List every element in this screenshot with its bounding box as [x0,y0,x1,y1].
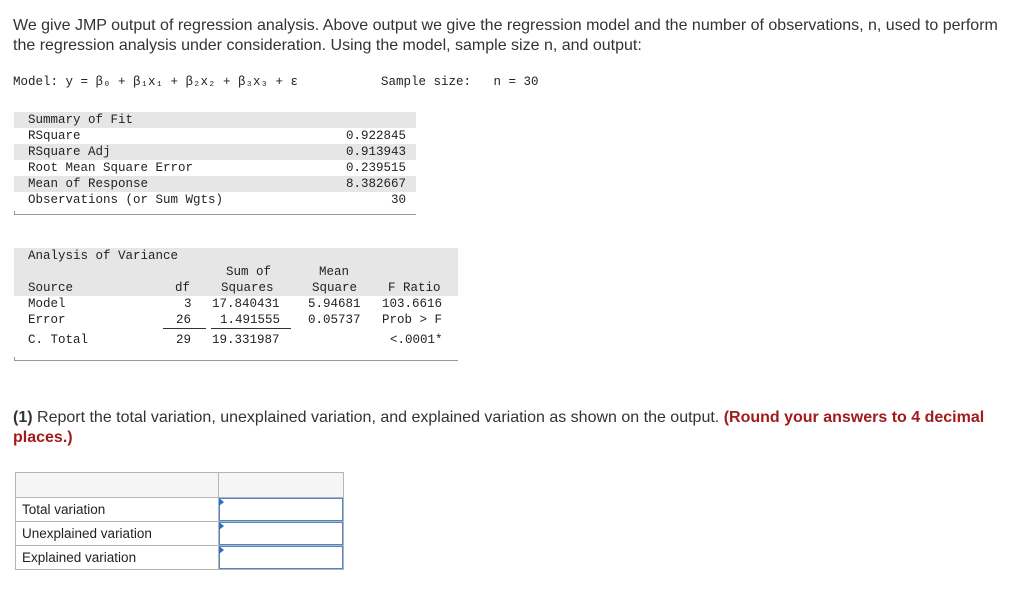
header-cell [16,473,219,498]
anova-prob-value: <.0001* [390,333,443,347]
anova-ss: 17.840431 [212,297,280,311]
table-divider [14,360,458,361]
fit-value: 0.913943 [345,145,406,159]
fit-label: RSquare Adj [28,145,111,159]
fit-label: RSquare [28,129,81,143]
answer-label: Total variation [16,498,219,522]
fit-row-rsquare-adj [14,144,416,160]
fit-label: Observations (or Sum Wgts) [28,193,224,207]
answer-row-unexplained [16,522,344,546]
fit-value: 0.922845 [345,129,406,143]
fit-row-rmse [14,160,416,176]
unexplained-variation-input[interactable] [219,522,343,545]
anova-source: Model [28,297,66,311]
answer-row-total [16,498,344,522]
question-number: (1) [13,409,33,426]
summary-of-fit-title: Summary of Fit [14,112,416,128]
input-marker-icon [219,522,224,530]
question-body: Report the total variation, unexplained variation, and explained variation as shown on the output. [32,409,724,426]
model-equation: Model: y = β₀ + β₁x₁ + β₂x₂ + β₃x₃ + ε [13,75,299,89]
fit-label: Mean of Response [28,177,149,191]
header-df: df [175,281,191,295]
ss-underline [211,328,291,329]
header-source: Source [28,281,74,295]
anova-ss: 1.491555 [220,313,281,327]
rounding-note: (Round your answers to 4 decimal places.) [13,409,985,446]
df-underline [163,328,206,329]
fit-row-mean-response [14,176,416,192]
input-marker-icon [219,546,224,554]
anova-ss: 19.331987 [212,333,280,347]
anova-header [14,280,458,296]
fit-label: Root Mean Square Error [28,161,194,175]
answer-cell [219,522,344,546]
header-square: Square [312,281,358,295]
anova-ms: 5.94681 [308,297,361,311]
anova-ms: 0.05737 [308,313,361,327]
anova-source: C. Total [28,333,89,347]
header-squares: Squares [221,281,274,295]
header-cell [219,473,344,498]
answer-cell [219,546,344,570]
answer-row-explained [16,546,344,570]
summary-of-fit-table [14,112,416,215]
fit-value: 30 [390,193,406,207]
table-divider [14,214,416,215]
answer-label: Explained variation [16,546,219,570]
fit-value: 0.239515 [345,161,406,175]
anova-df: 29 [176,333,192,347]
anova-header-top [14,264,458,280]
explained-variation-input[interactable] [219,546,343,569]
problem-intro: We give JMP output of regression analysis. Above output we give the regression model and the number of observations, n, used to perform the regression analysis under consideration. Using the model, sample size n, and output: [13,17,998,54]
header-mean: Mean [319,265,350,279]
question-text [13,408,1003,448]
anova-df: 26 [176,313,192,327]
anova-title: Analysis of Variance [14,248,458,264]
anova-df: 3 [184,297,192,311]
answer-cell [219,498,344,522]
anova-row-model [14,296,458,312]
anova-row-error [14,312,458,328]
fit-row-rsquare [14,128,416,144]
fit-row-observations [14,192,416,208]
anova-row-total [14,332,458,348]
total-variation-input[interactable] [219,498,343,521]
answer-label: Unexplained variation [16,522,219,546]
answer-header-row [16,473,344,498]
answer-table [15,472,344,570]
header-f-ratio: F Ratio [388,281,441,295]
anova-f: 103.6616 [382,297,443,311]
header-sum-of: Sum of [226,265,272,279]
fit-value: 8.382667 [345,177,406,191]
input-marker-icon [219,498,224,506]
anova-prob-label: Prob > F [382,313,443,327]
sample-size: Sample size: n = 30 [381,75,539,89]
anova-source: Error [28,313,66,327]
anova-table [14,248,458,361]
